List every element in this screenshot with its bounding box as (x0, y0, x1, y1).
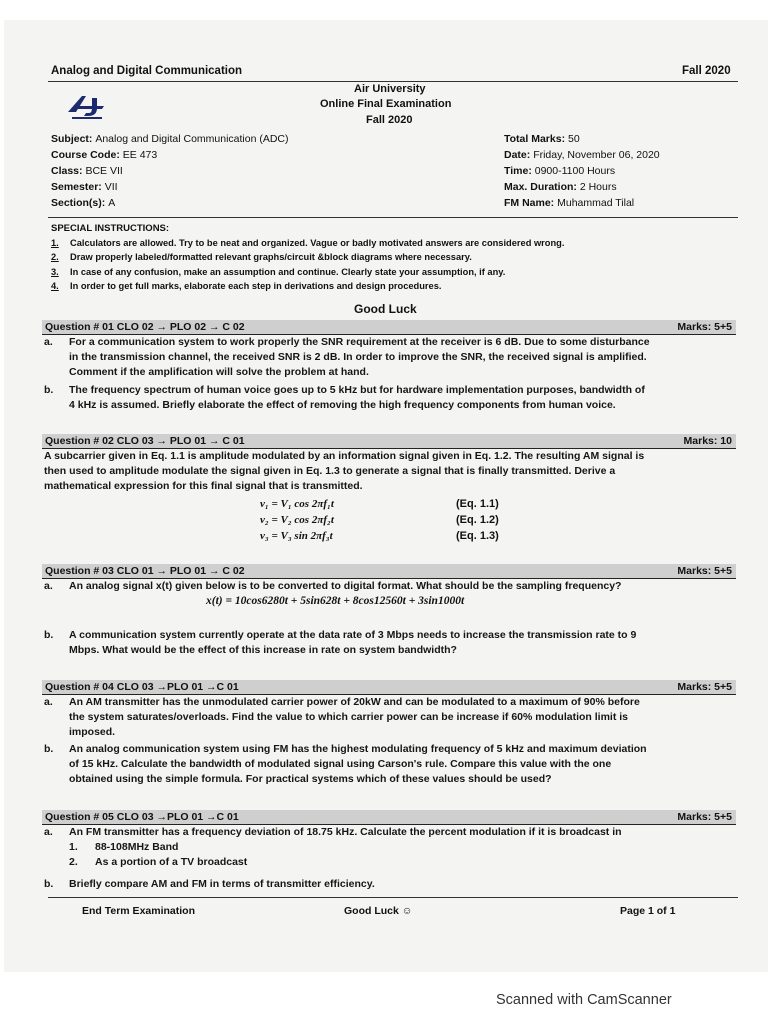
equation-1-3: v₃ = V₃ sin 2πf₃t (Eq. 1.3) (260, 530, 499, 542)
question-2-header (42, 434, 736, 449)
question-2-body: A subcarrier given in Eq. 1.1 is amplitude modulated by an information signal given in Eq. 1.2. The resulting AM signal is then used to amplitude modulate the signal given in Eq. 1.3 to generate a signal that is finally transmitted. Derive a mathematical expression for this final signal that is transmitted. (44, 450, 645, 492)
question-2-title: Question # 02 CLO 03 → PLO 01 → C 01 (45, 435, 245, 447)
question-3-part-a: a. An analog signal x(t) given below is to be converted to digital format. What should be the sampling frequency? (44, 580, 622, 592)
exam-sheet (4, 20, 768, 972)
info-semester: Semester: VII (51, 181, 118, 193)
equation-1-2: v₂ = V₂ cos 2πf₂t (Eq. 1.2) (260, 514, 499, 526)
question-3-header (42, 564, 736, 579)
info-fm-name: FM Name: Muhammad Tilal (504, 197, 635, 209)
info-subject: Subject: Analog and Digital Communication (ADC) (51, 133, 289, 145)
footer-page-number: Page 1 of 1 (620, 905, 676, 917)
question-4-marks: Marks: 5+5 (677, 681, 732, 693)
question-1-title: Question # 01 CLO 02 → PLO 02 → C 02 (45, 321, 245, 333)
question-4-title: Question # 04 CLO 03 →PLO 01 →C 01 (45, 681, 239, 693)
question-2-equations (260, 496, 499, 544)
sub-item-1: 1. 88-108MHz Band (69, 841, 179, 853)
term-label: Fall 2020 (682, 65, 731, 77)
equation-1-1: v₁ = V₁ cos 2πf₁t (Eq. 1.1) (260, 498, 499, 510)
question-1-header (42, 320, 736, 335)
header-divider (48, 81, 738, 82)
instructions-list (51, 236, 731, 294)
camscanner-watermark: Scanned with CamScanner (496, 992, 672, 1008)
exam-term: Fall 2020 (366, 114, 413, 126)
question-5-header (42, 810, 736, 825)
question-5-part-a: a. An FM transmitter has a frequency deviation of 18.75 kHz. Calculate the percent modulation if it is broadcast in 1. 88-108MHz Band 2. As a portion of a TV broadcast (44, 825, 736, 870)
info-duration: Max. Duration: 2 Hours (504, 181, 617, 193)
question-2-marks: Marks: 10 (683, 435, 732, 447)
exam-name: Online Final Examination (320, 98, 452, 110)
question-4-header (42, 680, 736, 695)
footer-left: End Term Examination (82, 905, 195, 917)
info-section: Section(s): A (51, 197, 116, 209)
info-total-marks: Total Marks: 50 (504, 133, 580, 145)
instruction-item: 2. Draw properly labeled/formatted relevant graphs/circuit &block diagrams where necessary. (51, 252, 472, 263)
good-luck-heading: Good Luck (354, 302, 417, 316)
question-1-part-a: a. For a communication system to work properly the SNR requirement at the receiver is 6 dB. Due to some disturbance in the transmission channel, the received SNR is 2 dB. In order to improve the SNR, the received signal is amplified. Comment if the amplification will solve the problem at hand. (44, 336, 650, 378)
sub-item-2: 2. As a portion of a TV broadcast (69, 856, 248, 868)
university-logo (64, 92, 116, 122)
info-course-code: Course Code: EE 473 (51, 149, 158, 161)
question-3-equation: x(t) = 10cos6280t + 5sin628t + 8cos12560t + 3sin1000t (206, 595, 465, 607)
instruction-item: 1. Calculators are allowed. Try to be neat and organized. Vague or badly motivated answers are considered wrong. (51, 238, 565, 248)
question-5-part-b: b. Briefly compare AM and FM in terms of transmitter efficiency. (44, 878, 375, 890)
question-3-title: Question # 03 CLO 01 → PLO 01 → C 02 (45, 565, 245, 577)
footer-divider (48, 897, 738, 898)
question-1-marks: Marks: 5+5 (677, 321, 732, 333)
question-3-part-b: b. A communication system currently operate at the data rate of 3 Mbps needs to increase the transmission rate to 9 Mbps. What would be the effect of this increase in rate on system bandwidth? (44, 629, 637, 656)
footer-center: Good Luck ☺ (344, 905, 413, 917)
info-right (504, 131, 660, 211)
question-5-marks: Marks: 5+5 (677, 811, 732, 823)
instruction-item: 3. In case of any confusion, make an assumption and continue. Clearly state your assumption, if any. (51, 266, 506, 277)
question-4-part-a: a. An AM transmitter has the unmodulated carrier power of 20kW and can be modulated to a maximum of 90% before the system saturates/overloads. Find the value to which carrier power can be increase if 60% modulation limit is imposed. (44, 696, 640, 738)
info-left (51, 131, 289, 211)
instructions-title: SPECIAL INSTRUCTIONS: (51, 223, 170, 234)
question-5-title: Question # 05 CLO 03 →PLO 01 →C 01 (45, 811, 239, 823)
course-title: Analog and Digital Communication (51, 65, 243, 77)
question-4-part-b: b. An analog communication system using FM has the highest modulating frequency of 5 kHz and maximum deviation of 15 kHz. Calculate the bandwidth of modulated signal using Carson's rule. Compare this value with the one obtained using the simple formula. For practical systems which of these values should be used? (44, 743, 647, 785)
info-class: Class: BCE VII (51, 165, 123, 177)
question-3-marks: Marks: 5+5 (677, 565, 732, 577)
info-time: Time: 0900-1100 Hours (504, 165, 616, 177)
instruction-item: 4. In order to get full marks, elaborate each step in derivations and design procedures. (51, 281, 442, 292)
info-date: Date: Friday, November 06, 2020 (504, 149, 660, 161)
question-1-part-b: b. The frequency spectrum of human voice goes up to 5 kHz but for hardware implementation purposes, bandwidth of 4 kHz is assumed. Briefly elaborate the effect of removing the high frequency components from human voice. (44, 384, 645, 411)
university-name: Air University (354, 83, 426, 95)
info-divider (48, 217, 738, 218)
